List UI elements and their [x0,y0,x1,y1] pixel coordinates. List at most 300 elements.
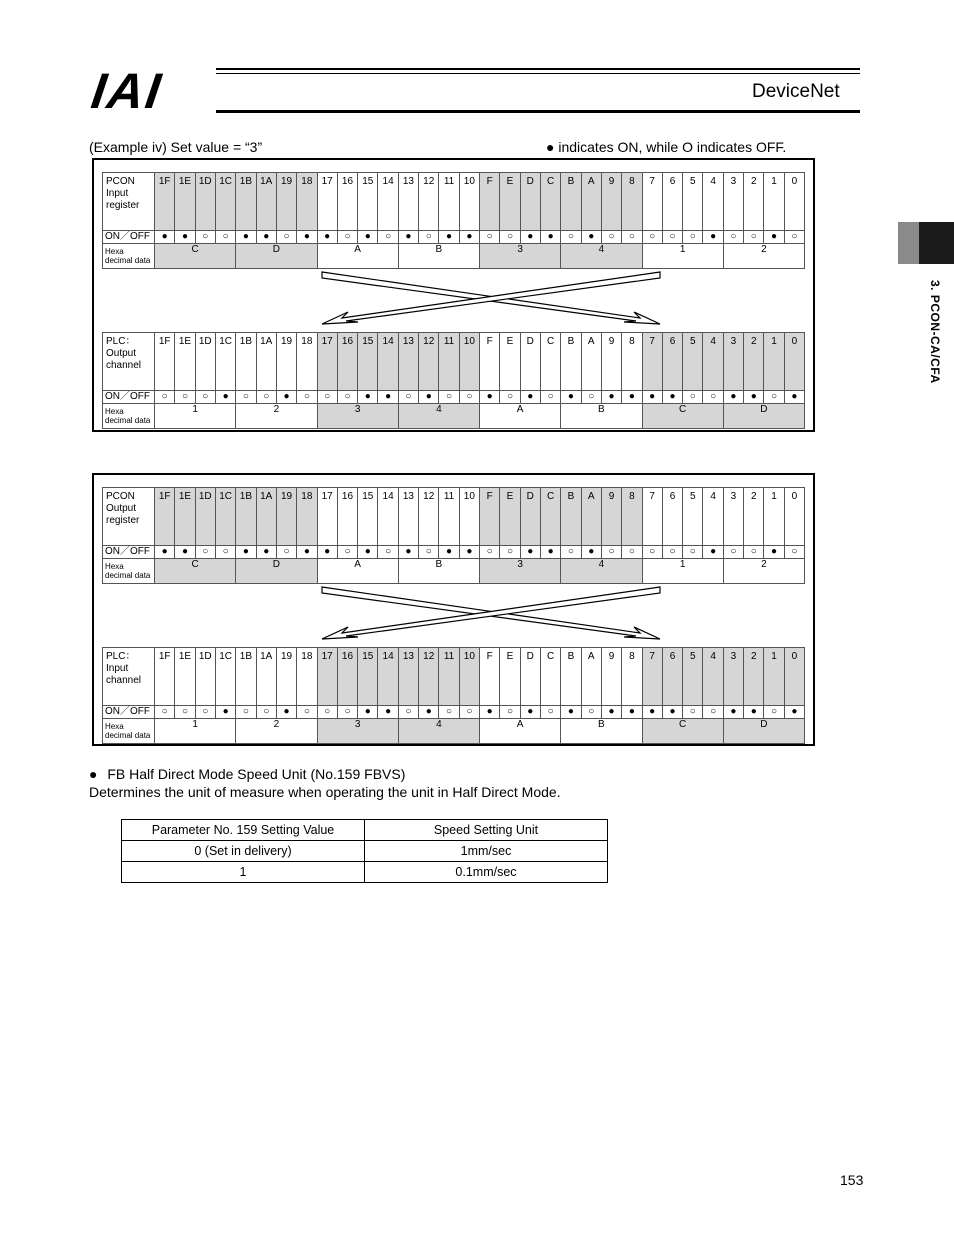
bit-off-icon: ○ [337,231,357,244]
bit-label-cell: 6 [662,173,682,231]
bit-label-cell: F [480,173,500,231]
bit-on-icon: ● [155,231,175,244]
bit-on-icon: ● [520,231,540,244]
bit-off-icon: ○ [723,546,743,559]
bit-off-icon: ○ [540,706,560,719]
bit-label-cell: C [540,488,560,546]
bit-off-icon: ○ [459,391,479,404]
hex-digit-cell: C [642,404,723,429]
bit-on-icon: ● [236,546,256,559]
section-description: Determines the unit of measure when operating the unit in Half Direct Mode. [89,784,561,800]
bit-label-cell: 1B [236,648,256,706]
hex-digit-cell: B [398,244,479,269]
bit-label-cell: 3 [723,488,743,546]
hex-digit-cell: 4 [561,244,642,269]
bit-label-cell: 14 [378,333,398,391]
bit-on-icon: ● [378,391,398,404]
register-label-line: Output [106,503,137,514]
parameter-table [121,819,608,883]
bit-on-icon: ● [236,231,256,244]
bit-on-icon: ● [581,231,601,244]
bit-label-cell: 0 [784,333,804,391]
bit-label-cell: F [480,648,500,706]
bit-on-icon: ● [215,391,235,404]
bit-label-cell: E [500,488,520,546]
bit-label-cell: 15 [358,333,378,391]
hex-digit-cell: A [317,244,398,269]
bit-off-icon: ○ [683,706,703,719]
bit-off-icon: ○ [439,706,459,719]
bit-label-cell: 18 [297,648,317,706]
bit-off-icon: ○ [480,231,500,244]
bit-label-cell: 10 [459,173,479,231]
bit-label-cell: 13 [398,488,418,546]
bit-label-cell: E [500,333,520,391]
bit-on-icon: ● [703,231,723,244]
bit-on-icon: ● [459,231,479,244]
table-cell: 1 [122,862,365,883]
bit-on-icon: ● [703,546,723,559]
bit-on-icon: ● [581,546,601,559]
bit-label-cell: 4 [703,173,723,231]
table-cell: 0 (Set in delivery) [122,841,365,862]
bit-label-cell: 7 [642,648,662,706]
bit-off-icon: ○ [764,391,784,404]
bit-off-icon: ○ [500,706,520,719]
bit-label-cell: 6 [662,488,682,546]
bit-label-cell: 1 [764,648,784,706]
bit-label-cell: 17 [317,173,337,231]
bit-on-icon: ● [662,391,682,404]
bit-label-cell: 12 [419,488,439,546]
bit-label-cell: 1A [256,488,276,546]
bit-label-cell: E [500,173,520,231]
bit-on-icon: ● [540,546,560,559]
bit-off-icon: ○ [317,391,337,404]
bit-off-icon: ○ [195,391,215,404]
hex-digit-cell: C [642,719,723,744]
bit-label-cell: 8 [622,333,642,391]
bit-label-cell: C [540,173,560,231]
bit-label-cell: 3 [723,648,743,706]
header-title: DeviceNet [752,81,840,102]
bit-label-cell: 5 [683,648,703,706]
bit-off-icon: ○ [378,231,398,244]
bit-off-icon: ○ [236,391,256,404]
bit-label-cell: D [520,173,540,231]
bit-off-icon: ○ [683,546,703,559]
bit-off-icon: ○ [744,546,764,559]
bit-label-cell: 1F [155,488,175,546]
bit-off-icon: ○ [622,546,642,559]
bit-label-cell: 1F [155,333,175,391]
hex-digit-cell: 1 [155,404,236,429]
chapter-label: 3. PCON-CA/CFA [928,280,942,384]
bit-label-cell: 1E [175,173,195,231]
register-label [103,173,155,231]
register-label-line: PLC： [106,651,136,662]
hex-digit-cell: A [317,559,398,584]
bit-off-icon: ○ [155,706,175,719]
bit-on-icon: ● [297,231,317,244]
bit-off-icon: ○ [398,706,418,719]
bit-on-icon: ● [215,706,235,719]
register-label-line: Input [106,188,129,199]
register-label-line: PLC： [106,336,136,347]
onoff-label: ON／OFF [103,231,155,244]
bit-label-cell: 1C [215,173,235,231]
bit-label-cell: 12 [419,173,439,231]
bit-label-cell: 1F [155,648,175,706]
register-label-line: PCON [106,176,135,187]
bit-on-icon: ● [601,706,621,719]
bit-off-icon: ○ [500,391,520,404]
bit-label-cell: F [480,333,500,391]
bit-label-cell: 11 [439,488,459,546]
bit-label-cell: 15 [358,488,378,546]
bit-off-icon: ○ [419,546,439,559]
header-rule-bottom [216,110,860,113]
bit-on-icon: ● [256,231,276,244]
bit-label-cell: A [581,488,601,546]
pcon-register-table [102,172,805,269]
bit-on-icon: ● [744,706,764,719]
bit-off-icon: ○ [744,231,764,244]
bit-off-icon: ○ [297,706,317,719]
bit-label-cell: 6 [662,333,682,391]
hex-digit-cell: 4 [398,719,479,744]
bit-label-cell: 18 [297,173,317,231]
plc-channel-table [102,332,805,429]
hex-digit-cell: D [236,244,317,269]
bit-label-cell: E [500,648,520,706]
bit-label-cell: 8 [622,648,642,706]
bit-label-cell: 1C [215,488,235,546]
hex-digit-cell: 3 [480,244,561,269]
bit-label-cell: 1D [195,488,215,546]
bit-label-cell: F [480,488,500,546]
bit-label-cell: 3 [723,173,743,231]
bit-on-icon: ● [317,546,337,559]
bit-label-cell: 12 [419,648,439,706]
bit-label-cell: 5 [683,173,703,231]
bit-on-icon: ● [784,706,804,719]
register-label-line: PCON [106,491,135,502]
bit-label-cell: 8 [622,488,642,546]
side-tab-grey [898,222,920,264]
bit-off-icon: ○ [662,231,682,244]
hex-digit-cell: 3 [317,404,398,429]
bit-label-cell: 1 [764,333,784,391]
hex-digit-cell: A [480,719,561,744]
register-label-line: register [106,515,140,526]
bit-on-icon: ● [358,706,378,719]
hex-digit-cell: B [398,559,479,584]
bit-label-cell: 15 [358,648,378,706]
plc-channel-table [102,647,805,744]
bit-off-icon: ○ [683,231,703,244]
bit-off-icon: ○ [500,546,520,559]
hex-digit-cell: C [155,244,236,269]
bit-label-cell: 5 [683,488,703,546]
table-header-row [122,820,608,841]
bit-on-icon: ● [642,706,662,719]
onoff-label: ON／OFF [103,391,155,404]
bit-label-cell: 1B [236,488,256,546]
bit-off-icon: ○ [459,706,479,719]
bit-on-icon: ● [358,546,378,559]
hex-digit-cell: B [561,404,642,429]
bit-on-icon: ● [723,391,743,404]
bit-label-cell: 1D [195,333,215,391]
hex-digit-cell: 4 [398,404,479,429]
hex-digit-cell: 2 [236,719,317,744]
register-label-line: Input [106,663,129,674]
bit-on-icon: ● [480,706,500,719]
bit-label-cell: 7 [642,488,662,546]
register-label-line: Output [106,348,137,359]
register-label [103,333,155,391]
bit-label-cell: 13 [398,173,418,231]
bullet-icon: ● [89,766,98,782]
bit-label-cell: B [561,648,581,706]
bit-label-cell: 14 [378,488,398,546]
bit-label-cell: 1A [256,333,276,391]
bit-label-cell: 5 [683,333,703,391]
bit-off-icon: ○ [500,231,520,244]
bit-label-cell: 11 [439,648,459,706]
bit-label-cell: 3 [723,333,743,391]
bit-off-icon: ○ [601,231,621,244]
bit-label-cell: 2 [744,333,764,391]
bit-off-icon: ○ [561,231,581,244]
bit-label-cell: B [561,488,581,546]
bit-on-icon: ● [297,546,317,559]
bit-on-icon: ● [480,391,500,404]
bit-off-icon: ○ [703,391,723,404]
hex-label: Hexa decimal data [103,559,155,584]
bit-label-cell: 0 [784,488,804,546]
bit-off-icon: ○ [581,706,601,719]
bit-off-icon: ○ [419,231,439,244]
bit-label-cell: 16 [337,333,357,391]
bit-label-cell: 13 [398,333,418,391]
bit-label-cell: 4 [703,333,723,391]
bit-on-icon: ● [764,231,784,244]
bit-label-cell: 1D [195,173,215,231]
hex-digit-cell: 3 [480,559,561,584]
bit-off-icon: ○ [723,231,743,244]
table-row [122,862,608,883]
bit-label-cell: 10 [459,648,479,706]
bit-off-icon: ○ [378,546,398,559]
swap-arrows-icon [320,270,680,328]
bit-off-icon: ○ [784,546,804,559]
section-title-text: FB Half Direct Mode Speed Unit (No.159 FBVS) [107,766,406,782]
bit-label-cell: 0 [784,648,804,706]
bit-on-icon: ● [520,391,540,404]
bit-label-cell: 18 [297,333,317,391]
bit-off-icon: ○ [256,706,276,719]
register-label-line: channel [106,675,142,686]
bit-off-icon: ○ [764,706,784,719]
bit-off-icon: ○ [683,391,703,404]
bit-label-cell: A [581,173,601,231]
bit-off-icon: ○ [337,546,357,559]
bit-label-cell: 1B [236,333,256,391]
hex-label: Hexa decimal data [103,404,155,429]
bit-label-cell: 17 [317,488,337,546]
bit-on-icon: ● [378,706,398,719]
bit-on-icon: ● [276,391,296,404]
bit-label-cell: 1D [195,648,215,706]
bit-on-icon: ● [459,546,479,559]
bit-label-cell: 4 [703,648,723,706]
bit-label-cell: 7 [642,173,662,231]
bit-label-cell: 15 [358,173,378,231]
swap-arrows-icon [320,585,680,643]
bit-label-cell: 1 [764,488,784,546]
hex-digit-cell: C [155,559,236,584]
bit-label-cell: D [520,648,540,706]
bit-on-icon: ● [175,546,195,559]
bit-label-cell: 17 [317,648,337,706]
bit-label-cell: D [520,333,540,391]
diagram-frame-1 [92,158,815,432]
bit-off-icon: ○ [317,706,337,719]
bit-label-cell: 13 [398,648,418,706]
table-header-cell: Speed Setting Unit [365,820,608,841]
hex-digit-cell: 1 [155,719,236,744]
bit-on-icon: ● [642,391,662,404]
bit-on-icon: ● [358,391,378,404]
side-tab-black [919,222,954,264]
bit-label-cell: 1E [175,648,195,706]
register-label-line: register [106,200,140,211]
bit-off-icon: ○ [256,391,276,404]
hex-digit-cell: 1 [642,559,723,584]
bit-label-cell: 1F [155,173,175,231]
example-label: (Example iv) Set value = “3” [89,139,263,155]
hex-digit-cell: 4 [561,559,642,584]
bit-off-icon: ○ [601,546,621,559]
hex-digit-cell: 2 [723,559,804,584]
bit-off-icon: ○ [480,546,500,559]
bit-on-icon: ● [520,706,540,719]
register-label [103,648,155,706]
pcon-register-table [102,487,805,584]
bit-on-icon: ● [398,546,418,559]
hex-digit-cell: 2 [236,404,317,429]
bit-label-cell: A [581,333,601,391]
bit-label-cell: 10 [459,488,479,546]
bit-label-cell: 19 [276,333,296,391]
bit-off-icon: ○ [175,391,195,404]
hex-digit-cell: D [236,559,317,584]
bit-off-icon: ○ [155,391,175,404]
bit-label-cell: 16 [337,648,357,706]
page-number: 153 [840,1172,864,1188]
bit-off-icon: ○ [581,391,601,404]
legend-text: ● indicates ON, while O indicates OFF. [546,139,787,155]
header-rule-top [216,68,860,70]
hex-digit-cell: B [561,719,642,744]
bit-on-icon: ● [358,231,378,244]
bit-off-icon: ○ [297,391,317,404]
bit-label-cell: 4 [703,488,723,546]
bit-on-icon: ● [601,391,621,404]
bit-off-icon: ○ [398,391,418,404]
bit-on-icon: ● [540,231,560,244]
bit-off-icon: ○ [337,706,357,719]
hex-digit-cell: 2 [723,244,804,269]
bit-label-cell: C [540,333,560,391]
bit-on-icon: ● [419,391,439,404]
bit-off-icon: ○ [662,546,682,559]
hex-digit-cell: A [480,404,561,429]
bit-off-icon: ○ [337,391,357,404]
bit-on-icon: ● [622,391,642,404]
bit-label-cell: A [581,648,601,706]
register-label [103,488,155,546]
bit-label-cell: D [520,488,540,546]
bit-on-icon: ● [561,706,581,719]
bit-label-cell: 10 [459,333,479,391]
diagram-frame-2 [92,473,815,746]
bit-on-icon: ● [784,391,804,404]
bit-label-cell: 9 [601,648,621,706]
bit-off-icon: ○ [195,231,215,244]
bit-label-cell: 14 [378,648,398,706]
bit-off-icon: ○ [276,546,296,559]
bit-label-cell: 1C [215,333,235,391]
bit-label-cell: 12 [419,333,439,391]
hex-digit-cell: D [723,719,804,744]
table-row [122,841,608,862]
bit-label-cell: B [561,173,581,231]
bit-on-icon: ● [662,706,682,719]
bit-on-icon: ● [317,231,337,244]
bit-label-cell: 14 [378,173,398,231]
bit-off-icon: ○ [175,706,195,719]
table-cell: 0.1mm/sec [365,862,608,883]
bit-on-icon: ● [276,706,296,719]
section-title [89,766,405,782]
bit-on-icon: ● [764,546,784,559]
bit-off-icon: ○ [642,546,662,559]
bit-on-icon: ● [744,391,764,404]
bit-off-icon: ○ [622,231,642,244]
bit-label-cell: 1 [764,173,784,231]
bit-off-icon: ○ [703,706,723,719]
bit-label-cell: 2 [744,488,764,546]
bit-off-icon: ○ [561,546,581,559]
header-rule-thin [216,73,860,74]
bit-label-cell: 0 [784,173,804,231]
bit-label-cell: 1A [256,648,276,706]
bit-label-cell: B [561,333,581,391]
bit-label-cell: 19 [276,488,296,546]
bit-label-cell: 1C [215,648,235,706]
hex-label: Hexa decimal data [103,719,155,744]
bit-label-cell: 6 [662,648,682,706]
iai-logo: IAI [88,63,166,119]
bit-label-cell: 9 [601,333,621,391]
bit-on-icon: ● [419,706,439,719]
bit-on-icon: ● [175,231,195,244]
bit-off-icon: ○ [276,231,296,244]
bit-off-icon: ○ [439,391,459,404]
